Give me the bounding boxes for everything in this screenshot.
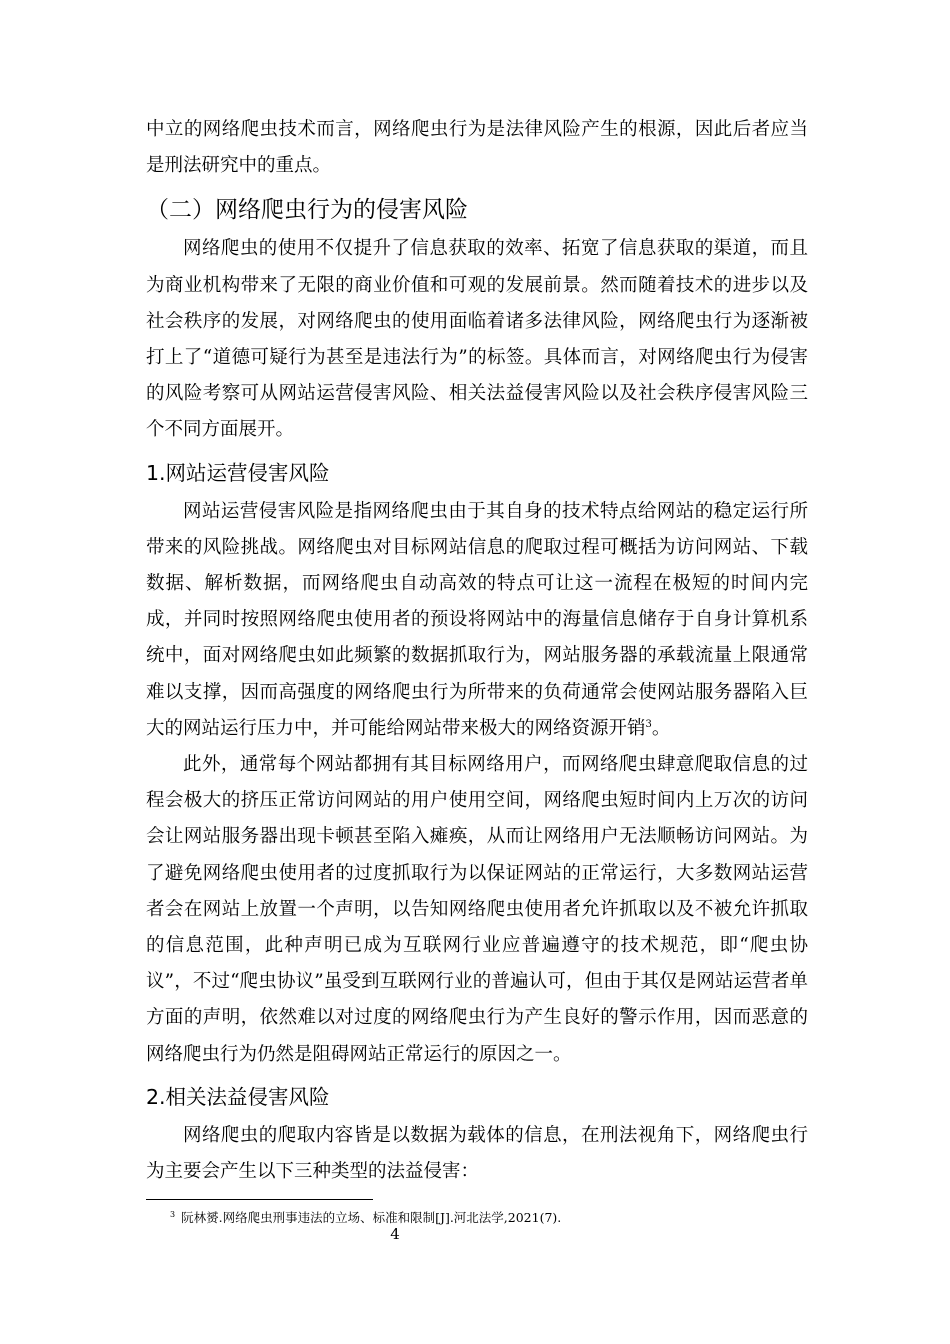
- subsection-heading-website-risk: 1.网站运营侵害风险: [146, 460, 330, 485]
- footnote-text: 阮林赟.网络爬虫刑事违法的立场、标准和限制[J].河北法学,2021(7).: [181, 1210, 562, 1225]
- paragraph-crawler-protocol: 此外，通常每个网站都拥有其目标网络用户，而网络爬虫肆意爬取信息的过程会极大的挤压正常访问网站的用户使用空间，网络爬虫短时间内上万次的访问会让网站服务器出现卡顿甚至陷入瘫痪，从而让网络用户无法顺畅访问网站。为了避免网络爬虫使用者的过度抓取行为以保证网站的正常运行，大多数网站运营者会在网站上放置一个声明，以告知网络爬虫使用者允许抓取以及不被允许抓取的信息范围，此种声明已成为互联网行业应普遍遵守的技术规范，即“爬虫协议”，不过“爬虫协议”虽受到互联网行业的普遍认可，但由于其仅是网站运营者单方面的声明，依然难以对过度的网络爬虫行为产生良好的警示作用，因而恶意的网络爬虫行为仍然是阻碍网站正常运行的原因之一。: [146, 754, 808, 1065]
- section-heading: （二）网络爬虫行为的侵害风险: [146, 197, 468, 224]
- paragraph-legal-interest: 网络爬虫的爬取内容皆是以数据为载体的信息，在刑法视角下，网络爬虫行为主要会产生以下三种类型的法益侵害：: [146, 1124, 808, 1183]
- footnote-marker: 3: [170, 1209, 176, 1219]
- subsection-heading-legal-interest-risk: 2.相关法益侵害风险: [146, 1084, 330, 1109]
- paragraph-continued: 中立的网络爬虫技术而言，网络爬虫行为是法律风险产生的根源，因此后者应当是刑法研究中的重点。: [146, 119, 808, 177]
- page-body: [146, 112, 808, 1190]
- paragraph-end: 。: [651, 717, 671, 739]
- paragraph-intro: 网络爬虫的使用不仅提升了信息获取的效率、拓宽了信息获取的渠道，而且为商业机构带来了无限的商业价值和可观的发展前景。然而随着技术的进步以及社会秩序的发展，对网络爬虫的使用面临着诸多法律风险，网络爬虫行为逐渐被打上了“道德可疑行为甚至是违法行为”的标签。具体而言，对网络爬虫行为侵害的风险考察可从网站运营侵害风险、相关法益侵害风险以及社会秩序侵害风险三个不同方面展开。: [146, 238, 808, 441]
- footnote-reference[interactable]: 3: [645, 718, 652, 730]
- page-number: 4: [390, 1225, 400, 1243]
- paragraph-website-risk: [146, 494, 808, 747]
- footnote-separator: [146, 1199, 373, 1200]
- paragraph-text: 网站运营侵害风险是指网络爬虫由于其自身的技术特点给网站的稳定运行所带来的风险挑战。网络爬虫对目标网站信息的爬取过程可概括为访问网站、下载数据、解析数据，而网络爬虫自动高效的特点可让这一流程在极短的时间内完成，并同时按照网络爬虫使用者的预设将网站中的海量信息储存于自身计算机系统中，面对网络爬虫如此频繁的数据抓取行为，网站服务器的承载流量上限通常难以支撑，因而高强度的网络爬虫行为所带来的负荷通常会使网站服务器陷入巨大的网站运行压力中，并可能给网站带来极大的网络资源开销: [146, 500, 808, 739]
